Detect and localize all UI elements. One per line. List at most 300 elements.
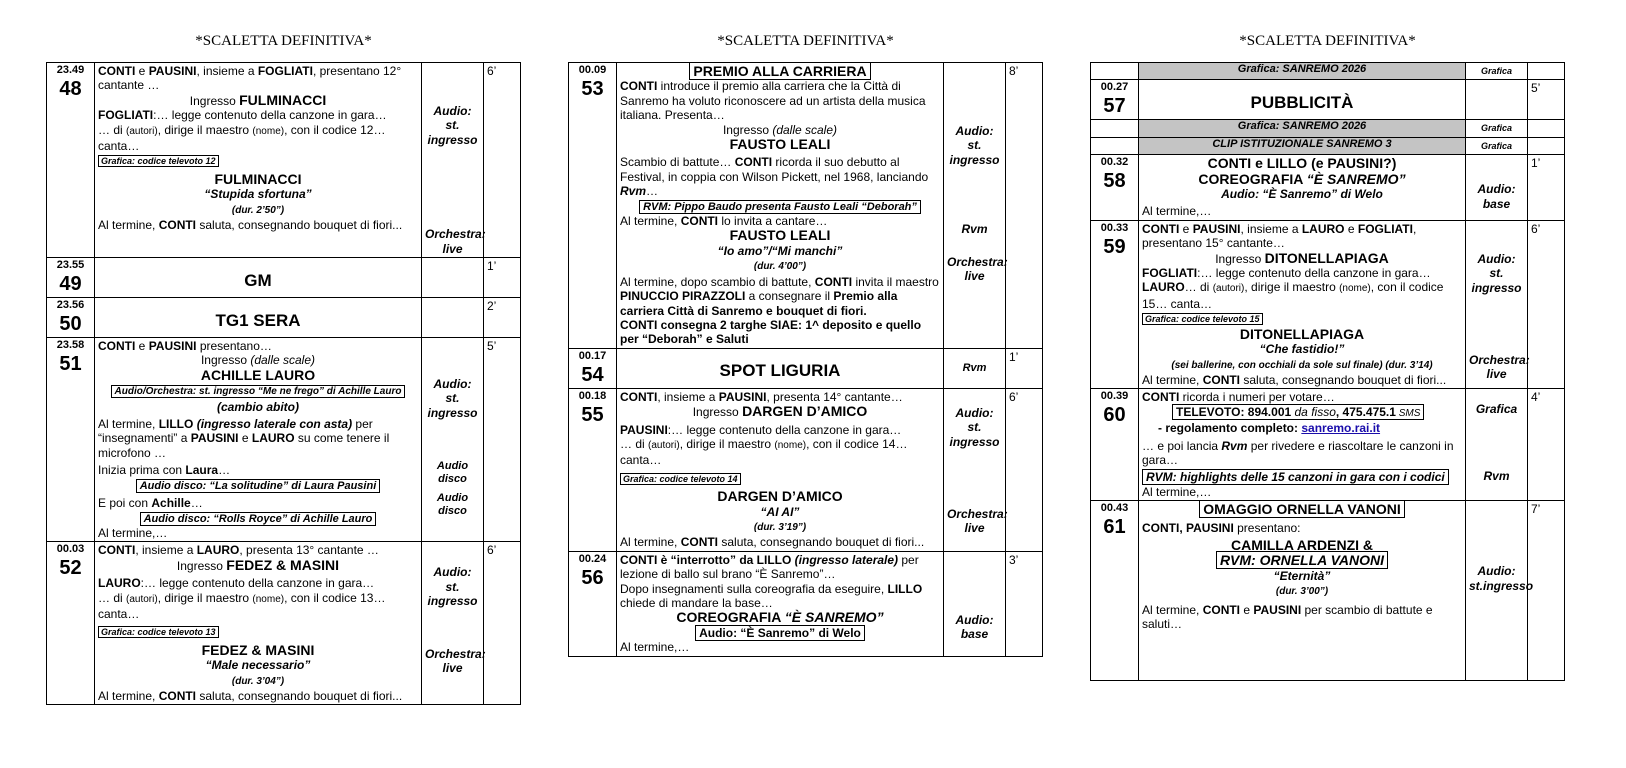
- time-cell: [569, 63, 617, 349]
- text-run: , presentano 12° cantante …: [98, 64, 402, 93]
- audio-cell: [944, 63, 1006, 349]
- text-run: :… legge contenuto della canzone in gara…: [140, 576, 375, 591]
- content-line: [98, 202, 418, 218]
- duration-cell: 5’: [1528, 80, 1565, 120]
- duration-cell: [1528, 137, 1565, 154]
- bold-text: CONTI: [1142, 221, 1180, 236]
- item-number: 56: [581, 566, 604, 589]
- audio-note: Audio: st. ingresso: [949, 124, 1000, 167]
- audio-note: Audio: base: [1477, 182, 1516, 211]
- text-run: Ingresso: [1215, 251, 1265, 266]
- scaletta-row: [47, 258, 521, 298]
- duration-cell: 6’: [1006, 388, 1043, 551]
- content-line: [1142, 327, 1462, 342]
- content-line: [98, 624, 418, 639]
- segment-title: SPOT LIGURIA: [719, 361, 841, 381]
- bold-italic-text: “Io amo”/“Mi manchi”: [717, 243, 843, 258]
- text-run: …: [190, 496, 203, 511]
- content-line: [1142, 266, 1462, 280]
- duration-note: (dur. 3’19”): [753, 521, 807, 533]
- audio-cell: [1466, 501, 1534, 681]
- text-run: e: [135, 64, 149, 78]
- text-run: saluta, consegnando bouquet di fiori...: [718, 535, 925, 550]
- scaletta-table: [1090, 62, 1565, 681]
- bold-text: PAUSINI: [190, 431, 239, 446]
- duration-cell: 6’: [484, 63, 521, 258]
- item-number: 50: [59, 313, 82, 336]
- bold-text: LAURO: [1301, 221, 1345, 236]
- duration-cell: 1’: [1006, 348, 1043, 388]
- text-run: :… legge contenuto della canzone in gara…: [153, 108, 387, 123]
- televoto-sms: SMS: [1395, 407, 1421, 419]
- scaletta-row: [1091, 389, 1565, 501]
- bold-text: CONTI: [1202, 372, 1241, 387]
- audio-cell: [944, 348, 1006, 388]
- content-line: [98, 218, 418, 232]
- bold-text: LAURO: [196, 543, 240, 558]
- text-run: … di: [98, 590, 127, 605]
- audio-cell: [422, 542, 484, 705]
- audio-note: Rvm: [961, 222, 988, 237]
- duration-cell: 1’: [484, 258, 521, 298]
- bold-text: CONTI: [1142, 390, 1180, 405]
- content-line: [620, 318, 940, 347]
- content-line: [1142, 521, 1462, 535]
- text-run: introduce il premio alla carriera che la Città di Sanremo ha voluto riconoscere ad un artista della musica italiana. Presenta…: [620, 79, 926, 123]
- bold-text: CONTI: [158, 218, 197, 233]
- text-run: :… legge contenuto della canzone in gara…: [667, 422, 902, 437]
- time-cell: [569, 348, 617, 388]
- content-line: [620, 489, 940, 504]
- content-line: [98, 511, 418, 526]
- empty-cell: [1091, 137, 1139, 154]
- bold-text: Laura: [185, 463, 219, 478]
- audio-note: Grafica: [1475, 402, 1518, 417]
- bold-text: LAURO: [251, 431, 295, 446]
- bold-text: CONTI: [1202, 602, 1241, 617]
- segment-title: TG1 SERA: [215, 310, 301, 330]
- small-text: (autori): [1212, 283, 1245, 295]
- time-cell: [47, 258, 95, 298]
- time: 23.55: [56, 259, 85, 272]
- audio-cell: [422, 298, 484, 338]
- graphic-note-box: Grafica: codice televoto 12: [98, 155, 219, 167]
- audio-note: Audio disco: [436, 492, 469, 518]
- content-line: [620, 64, 940, 79]
- content-line: [1142, 342, 1462, 356]
- content-line: [1142, 357, 1462, 373]
- content-line: [620, 640, 940, 654]
- text-run: per lezione di ballo sul brano “È Sanremo”…: [620, 552, 919, 582]
- bold-text: CONTI: [158, 688, 197, 703]
- heading-text: COREOGRAFIA: [676, 609, 785, 626]
- content-line: [1142, 405, 1462, 421]
- audio-cell: [1466, 220, 1528, 388]
- text-run: Dopo insegnamenti sulla coreografia da eseguire,: [620, 581, 888, 596]
- scaletta-row: [1091, 501, 1565, 681]
- scaletta-row: [569, 388, 1043, 551]
- item-number: 54: [581, 363, 604, 386]
- duration-note: (sei ballerine, con occhiali da sole sul finale) (dur. 3’14): [1171, 359, 1433, 371]
- text-run: Ingresso: [722, 122, 773, 137]
- heading-text: DITONELLAPIAGA: [1239, 325, 1365, 342]
- content-line: [620, 390, 940, 404]
- bold-italic-text: (cambio abito): [216, 399, 299, 414]
- time: 00.09: [578, 64, 607, 76]
- audio-cell: [944, 388, 1006, 551]
- time: 00.32: [1100, 156, 1129, 169]
- audio-note: Audio disco: [436, 460, 469, 486]
- content-cell: [95, 338, 422, 542]
- text-run: … e poi lancia: [1142, 438, 1222, 453]
- audio-cell: Grafica: [1466, 120, 1528, 137]
- text-run: … di: [98, 122, 127, 137]
- text-run: per scambio di battute e saluti…: [1142, 602, 1433, 631]
- text-run: ricorda il suo debutto al Festival, in coppia con Wilson Pickett, nel 1968, lanciando: [620, 155, 929, 184]
- content-line: [620, 199, 940, 214]
- text-run: per “insegnamenti” a: [98, 417, 373, 446]
- italic-text: (dalle scale): [250, 353, 316, 368]
- text-run: , insieme a: [196, 64, 258, 78]
- content-cell: [1139, 80, 1466, 120]
- text-run: Al termine,: [98, 417, 159, 432]
- bold-italic-text: (ingresso laterale con asta): [196, 417, 353, 432]
- content-line: [620, 214, 940, 228]
- heading-text: FULMINACCI: [214, 170, 302, 187]
- item-number: 53: [581, 78, 604, 100]
- content-line: [1142, 204, 1462, 218]
- bold-italic-text: “Eternità”: [1273, 568, 1331, 583]
- content-line: [98, 576, 418, 590]
- bold-text: PAUSINI: [148, 339, 197, 354]
- text-run: Inizia prima con: [98, 463, 186, 478]
- duration-note: (dur. 3’04”): [231, 675, 285, 687]
- small-text: (nome): [774, 439, 807, 451]
- content-line: [98, 353, 418, 367]
- graphic-banner: Grafica: SANREMO 2026: [1139, 120, 1466, 137]
- content-line: [620, 471, 940, 486]
- bold-text: CONTI, PAUSINI: [1142, 520, 1234, 535]
- content-line: [620, 228, 940, 243]
- bold-text: PAUSINI: [1253, 602, 1302, 617]
- text-run: E poi con: [98, 496, 152, 511]
- content-line: [620, 155, 940, 198]
- content-line: [620, 610, 940, 625]
- time-cell: [569, 551, 617, 656]
- content-cell: [617, 388, 944, 551]
- bold-text: LAURO: [98, 576, 141, 591]
- audio-note: Audio: st. ingresso: [427, 377, 478, 420]
- content-line: [98, 526, 418, 540]
- small-text: (autori): [648, 439, 680, 451]
- text-run: saluta, consegnando bouquet di fiori...: [196, 218, 403, 233]
- televoto-number2: , 475.475.1: [1335, 404, 1396, 419]
- duration-cell: [1528, 63, 1565, 80]
- duration-cell: 8’: [1006, 63, 1043, 349]
- text-run: Al termine,: [1142, 372, 1203, 387]
- scaletta-row: [1091, 155, 1565, 221]
- audio-cell: [1466, 155, 1528, 221]
- content-cell: [617, 348, 944, 388]
- bold-italic-text: Audio: “È Sanremo” di Welo: [1221, 187, 1383, 202]
- item-number: 57: [1103, 95, 1126, 118]
- content-line: [98, 383, 418, 399]
- small-text: (autori): [126, 125, 158, 137]
- graphic-row: [1091, 137, 1565, 154]
- boxed-text: Audio/Orchestra: st. ingresso “Me ne frego” di Achille Lauro: [111, 385, 406, 398]
- content-line: [620, 582, 940, 611]
- content-line: [1142, 311, 1462, 326]
- page-header: *SCALETTA DEFINITIVA*: [1239, 33, 1416, 49]
- small-text: (nome): [252, 593, 285, 605]
- duration-cell: 3’: [1006, 551, 1043, 656]
- content-line: [1142, 502, 1462, 517]
- performer-name: FEDEZ & MASINI: [226, 556, 340, 573]
- content-line: [98, 643, 418, 658]
- time-cell: [47, 63, 95, 258]
- time: 00.18: [578, 389, 607, 402]
- content-line: [1142, 583, 1462, 599]
- time: 00.33: [1100, 221, 1129, 234]
- audio-note: Audio: st. ingresso: [427, 565, 478, 609]
- content-cell: [1139, 389, 1466, 501]
- text-run: Al termine,…: [1142, 204, 1212, 219]
- text-run: Al termine,: [620, 214, 681, 229]
- text-run: lo invita a cantare…: [718, 214, 828, 229]
- graphic-note-box: Grafica: codice televoto 15: [1142, 313, 1263, 325]
- text-run: , insieme a: [135, 543, 197, 558]
- time-cell: [1091, 389, 1139, 501]
- text-run: …: [218, 463, 231, 478]
- heading-italic: “È SANREMO”: [784, 609, 884, 626]
- content-line: [98, 108, 418, 122]
- time-cell: [47, 298, 95, 338]
- content-line: [1142, 280, 1462, 311]
- bold-text: CONTI: [98, 339, 136, 354]
- item-number: 58: [1103, 170, 1126, 193]
- audio-cell: Grafica: [1466, 63, 1528, 80]
- content-line: [620, 505, 940, 519]
- content-line: [620, 553, 940, 582]
- content-line: [620, 535, 940, 549]
- text-run: , dirige il maestro: [157, 122, 253, 137]
- link[interactable]: sanremo.rai.it: [1301, 421, 1381, 436]
- duration-cell: [1528, 120, 1565, 137]
- text-run: Al termine,: [620, 535, 681, 550]
- duration-cell: 2’: [484, 298, 521, 338]
- bold-text: CONTI: [620, 389, 658, 404]
- time: 23.58: [56, 339, 85, 352]
- content-line: [98, 463, 418, 477]
- text-run: , con il codice 15… canta…: [1142, 280, 1444, 311]
- duration-note: (dur. 4’00”): [753, 261, 807, 273]
- content-line: [98, 673, 418, 689]
- audio-note: Audio: base: [955, 612, 994, 642]
- time-cell: [47, 338, 95, 542]
- small-text: (nome): [1339, 283, 1371, 295]
- content-cell: [1139, 155, 1466, 221]
- graphic-note-box: Grafica: codice televoto 13: [98, 626, 219, 638]
- text-run: , con il codice 12… canta…: [98, 122, 386, 154]
- text-run: ricorda i numeri per votare…: [1179, 390, 1335, 405]
- text-run: per rivedere e riascoltare le canzoni in gara…: [1142, 438, 1454, 467]
- audio-cell: [1466, 80, 1528, 120]
- time: 00.24: [578, 552, 607, 565]
- graphic-banner: Grafica: SANREMO 2026: [1139, 63, 1466, 80]
- boxed-text: RVM: Pippo Baudo presenta Fausto Leali “Deborah”: [639, 200, 921, 214]
- bold-text: CONTI: [734, 155, 773, 170]
- boxed-text: Audio disco: “La solitudine” di Laura Pausini: [136, 479, 381, 493]
- boxed-text: RVM: ORNELLA VANONI: [1216, 551, 1388, 569]
- segment-title: GM: [244, 270, 272, 290]
- text-run: , dirige il maestro: [157, 590, 253, 605]
- text-run: , presenta 14° cantante…: [766, 389, 903, 404]
- time: 00.43: [1100, 502, 1129, 515]
- text-run: , con il codice 14… canta…: [620, 436, 908, 468]
- text-run: chiede di mandare la base…: [620, 596, 773, 610]
- scaletta-page-1: [46, 30, 521, 705]
- page-header: *SCALETTA DEFINITIVA*: [717, 33, 894, 49]
- bold-text: LILLO: [887, 581, 923, 596]
- content-line: [98, 187, 418, 201]
- bold-italic-text: Rvm: [1221, 438, 1248, 453]
- time-cell: [47, 542, 95, 705]
- bold-text: PAUSINI: [718, 389, 767, 404]
- scaletta-row: [47, 298, 521, 338]
- heading-italic: “È SANREMO”: [1306, 170, 1406, 187]
- text-run: Ingresso: [692, 405, 743, 420]
- audio-note: Orchestra: live: [425, 646, 486, 675]
- bold-text: LAURO: [1142, 280, 1185, 295]
- bold-text: - regolamento completo:: [1158, 421, 1302, 436]
- content-line: [98, 368, 418, 383]
- text-run: e: [1179, 221, 1193, 236]
- audio-note: Audio: st.ingresso: [1469, 564, 1534, 593]
- scaletta-row: [47, 338, 521, 542]
- duration-cell: 5’: [484, 338, 521, 542]
- scaletta-row: [1091, 80, 1565, 120]
- text-run: e: [1240, 602, 1254, 617]
- bold-text: CONTI: [814, 274, 853, 289]
- audio-note: Orchestra: live: [1469, 353, 1530, 382]
- item-number: 59: [1103, 235, 1126, 258]
- duration-note: (dur. 3’00”): [1275, 586, 1329, 598]
- scaletta-row: [569, 63, 1043, 349]
- content-cell: [617, 63, 944, 349]
- performer-name: FULMINACCI: [239, 91, 327, 108]
- scaletta-row: [569, 551, 1043, 656]
- audio-cell: [422, 63, 484, 258]
- text-run: , insieme a: [657, 389, 719, 404]
- content-cell: [1139, 220, 1466, 388]
- content-line: [620, 404, 940, 419]
- televoto-box: [1172, 404, 1424, 420]
- item-number: 51: [59, 353, 82, 376]
- content-line: [1142, 390, 1462, 404]
- content-line: [1142, 485, 1462, 499]
- content-cell: [95, 542, 422, 705]
- text-run: Scambio di battute…: [620, 155, 735, 170]
- content-line: [98, 339, 418, 353]
- graphic-note-box: Grafica: codice televoto 14: [620, 473, 741, 485]
- item-number: 49: [59, 273, 82, 296]
- text-run: presentano…: [196, 339, 272, 354]
- bold-text: FOGLIATI: [1357, 221, 1413, 236]
- bold-italic-text: “Che fastidio!”: [1259, 342, 1345, 357]
- bold-text: FOGLIATI: [257, 64, 313, 78]
- boxed-text: PREMIO ALLA CARRIERA: [689, 62, 870, 80]
- empty-cell: [1091, 120, 1139, 137]
- audio-note: Orchestra: live: [947, 254, 1008, 284]
- content-line: [98, 153, 418, 168]
- content-line: [1142, 222, 1462, 251]
- audio-cell: [422, 258, 484, 298]
- empty-cell: [1091, 63, 1139, 80]
- content-line: [1142, 439, 1462, 468]
- content-line: [98, 123, 418, 154]
- content-line: [1142, 569, 1462, 583]
- text-run: saluta, consegnando bouquet di fiori...: [196, 688, 403, 703]
- segment-title: PUBBLICITÀ: [1250, 92, 1354, 112]
- bold-text: FOGLIATI: [1142, 266, 1198, 281]
- content-line: [98, 93, 418, 108]
- bold-text: CONTI: [680, 535, 719, 550]
- content-line: [1142, 187, 1462, 201]
- text-run: saluta, consegnando bouquet di fiori...: [1240, 372, 1447, 387]
- content-line: [620, 437, 940, 468]
- content-line: [620, 244, 940, 258]
- text-run: , insieme a: [1240, 221, 1302, 236]
- text-run: , presenta 13° cantante …: [239, 543, 379, 558]
- content-line: [98, 417, 418, 460]
- audio-cell: [422, 338, 484, 542]
- time-cell: [1091, 80, 1139, 120]
- audio-note: Audio: st. ingresso: [427, 104, 478, 147]
- time: 00.17: [578, 349, 607, 362]
- time-cell: [1091, 220, 1139, 388]
- text-run: , con il codice 13… canta…: [98, 590, 386, 621]
- performer-name: FAUSTO LEALI: [729, 136, 831, 153]
- content-line: [1142, 603, 1462, 632]
- text-run: a consegnare il: [745, 289, 834, 304]
- scaletta-row: [47, 63, 521, 258]
- audio-note: Audio: st. ingresso: [949, 405, 1000, 449]
- content-line: [620, 137, 940, 152]
- text-run: Al termine, dopo scambio di battute,: [620, 274, 815, 289]
- text-run: e: [1344, 221, 1358, 236]
- bold-text: Premio alla carriera Città di Sanremo e bouquet di fiori.: [620, 289, 898, 318]
- bold-text: CONTI: [620, 79, 658, 94]
- text-run: su come tenere il microfono …: [98, 431, 390, 460]
- text-run: , presentano 15° cantante…: [1142, 221, 1417, 251]
- content-cell: [617, 551, 944, 656]
- text-run: , dirige il maestro: [1244, 280, 1340, 295]
- duration-cell: 6’: [484, 542, 521, 705]
- boxed-text: Audio disco: “Rolls Royce” di Achille Lauro: [140, 512, 377, 526]
- item-number: 48: [59, 78, 82, 100]
- duration-cell: 7’: [1528, 501, 1565, 681]
- text-run: e: [238, 431, 252, 446]
- content-line: [98, 558, 418, 573]
- bold-italic-text: “Stupida sfortuna”: [204, 187, 312, 202]
- content-line: [98, 658, 418, 672]
- content-line: [620, 123, 940, 137]
- bold-text: PAUSINI: [1192, 221, 1241, 236]
- text-run: Al termine,…: [98, 525, 168, 540]
- duration-note: (dur. 2’50”): [231, 204, 285, 216]
- text-run: , dirige il maestro: [679, 436, 775, 451]
- bold-italic-text: “Male necessario”: [205, 658, 311, 673]
